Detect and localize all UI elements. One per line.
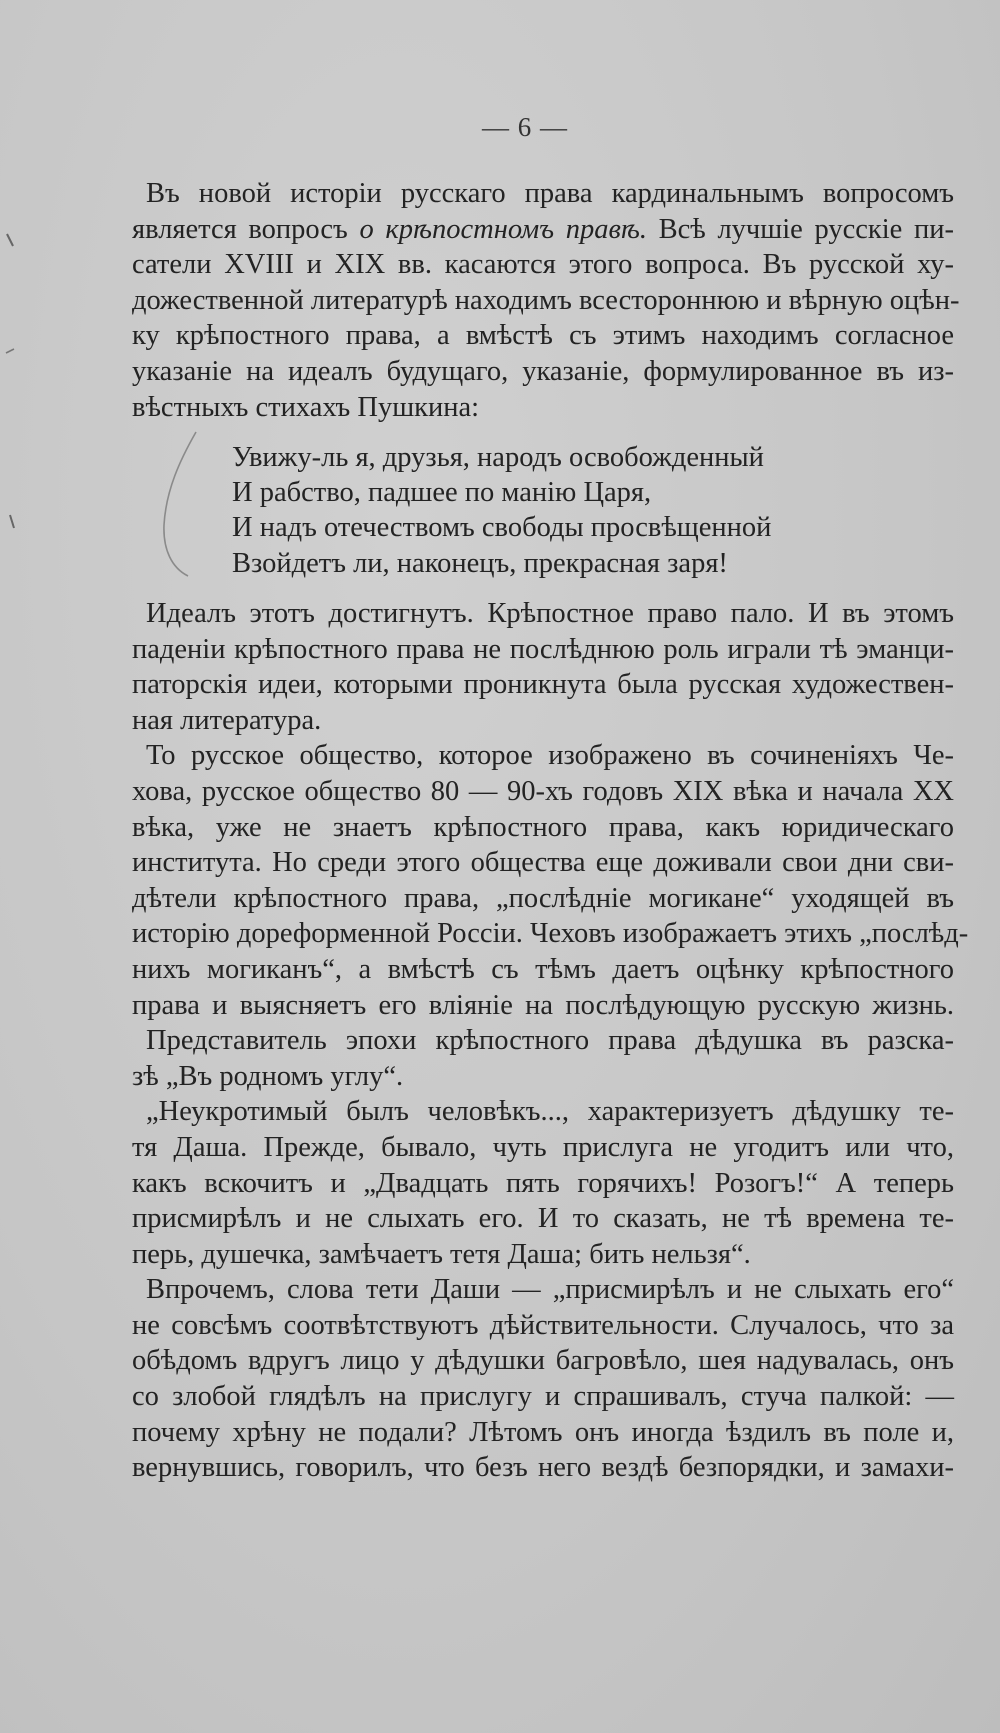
poem-line: Взойдетъ ли, наконецъ, прекрасная заря! — [232, 547, 728, 579]
poem-line: И надъ отечествомъ свободы просвѣщенной — [232, 512, 772, 544]
paragraph — [132, 596, 954, 738]
text-line: Въ новой исторіи русскаго права кардинальнымъ вопросомъ — [146, 178, 954, 209]
text-line: нихъ могиканъ“, а вмѣстѣ съ тѣмъ даетъ оцѣнку крѣпостного — [132, 953, 954, 985]
page-number: — 6 — — [482, 112, 568, 142]
margin-tick-mark — [4, 345, 18, 359]
text-line: То русское общество, которое изображено въ сочиненіяхъ Че- — [146, 740, 954, 772]
handwritten-bracket-mark — [158, 430, 218, 580]
text-line: Представитель эпохи крѣпостного права дѣдушка въ разска- — [146, 1025, 954, 1057]
poem-line: Увижу-ль я, друзья, народъ освобожденный — [232, 442, 764, 473]
text-line: дѣтели крѣпостного права, „послѣдніе могикане“ уходящей въ — [132, 882, 954, 914]
margin-tick-mark — [4, 230, 18, 250]
paragraph — [132, 1023, 954, 1094]
text-line: дожественной литературѣ находимъ всестороннюю и вѣрную оцѣн- — [132, 284, 960, 316]
text-line: зѣ „Въ родномъ углу“. — [132, 1060, 404, 1092]
text-line: указаніе на идеалъ будущаго, указаніе, формулированное въ из- — [132, 355, 954, 387]
text-line: почему хрѣну не подали? Лѣтомъ онъ иногда ѣздилъ въ поле и, — [132, 1416, 954, 1448]
emphasis-text: о крѣпостномъ правѣ. — [359, 213, 647, 245]
text-fragment: Всѣ лучшіе русскіе пи- — [658, 213, 954, 245]
text-line: вернувшись, говорилъ, что безъ него вездѣ безпорядки, и замахи- — [132, 1452, 954, 1484]
text-line: тя Даша. Прежде, бывало, чуть прислуга не угодитъ или что, — [132, 1131, 954, 1163]
text-line: присмирѣлъ и не слыхать его. И то сказать, не тѣ времена те- — [132, 1203, 954, 1235]
text-line: перь, душечка, замѣчаетъ тетя Даша; бить нельзя“. — [132, 1238, 751, 1270]
text-line: со злобой глядѣлъ на прислугу и спрашивалъ, стуча палкой: — — [132, 1381, 954, 1413]
text-line: вѣка, уже не знаетъ крѣпостного права, какъ юридическаго — [132, 811, 954, 843]
paragraph-intro — [132, 176, 960, 425]
text-line: исторію дореформенной Россіи. Чеховъ изображаетъ этихъ „послѣд- — [132, 918, 969, 950]
poem-quote — [232, 440, 771, 581]
text-line: сатели XVIII и XIX вв. касаются этого вопроса. Въ русской ху- — [132, 249, 954, 281]
text-line: „Неукротимый былъ человѣкъ..., характеризуетъ дѣдушку те- — [146, 1096, 954, 1128]
main-text — [132, 596, 969, 1486]
text-line: ная литература. — [132, 704, 322, 736]
text-line: не совсѣмъ соотвѣтствуютъ дѣйствительности. Случалось, что за — [132, 1309, 954, 1341]
text-line: хова, русское общество 80 — 90-хъ годовъ XIX вѣка и начала XX — [132, 775, 954, 807]
text-line-with-emphasis — [132, 212, 954, 248]
paragraph — [132, 1272, 954, 1486]
text-line: вѣстныхъ стихахъ Пушкина: — [132, 391, 480, 423]
text-fragment: является вопросъ — [132, 213, 348, 245]
text-line: Идеалъ этотъ достигнутъ. Крѣпостное право пало. И въ этомъ — [146, 598, 954, 629]
text-line: права и выясняетъ его вліяніе на послѣдующую русскую жизнь. — [132, 989, 954, 1021]
paragraph — [132, 738, 969, 1023]
text-line: ку крѣпостного права, а вмѣстѣ съ этимъ находимъ согласное — [132, 320, 954, 352]
paragraph — [132, 1094, 954, 1272]
poem-line: И рабство, падшее по манію Царя, — [232, 477, 652, 509]
text-line: паденіи крѣпостного права не послѣднюю роль играли тѣ эманци- — [132, 633, 954, 665]
text-line: паторскія идеи, которыми проникнута была русская художествен- — [132, 669, 954, 701]
text-line: обѣдомъ вдругъ лицо у дѣдушки багровѣло, шея надувалась, онъ — [132, 1345, 954, 1377]
margin-tick-mark — [6, 512, 20, 532]
text-line: института. Но среди этого общества еще доживали свои дни сви- — [132, 847, 954, 879]
text-line: Впрочемъ, слова тети Даши — „присмирѣлъ и не слыхать его“ — [146, 1274, 954, 1306]
text-line: какъ вскочитъ и „Двадцать пять горячихъ! Розогъ!“ А теперь — [132, 1167, 954, 1199]
